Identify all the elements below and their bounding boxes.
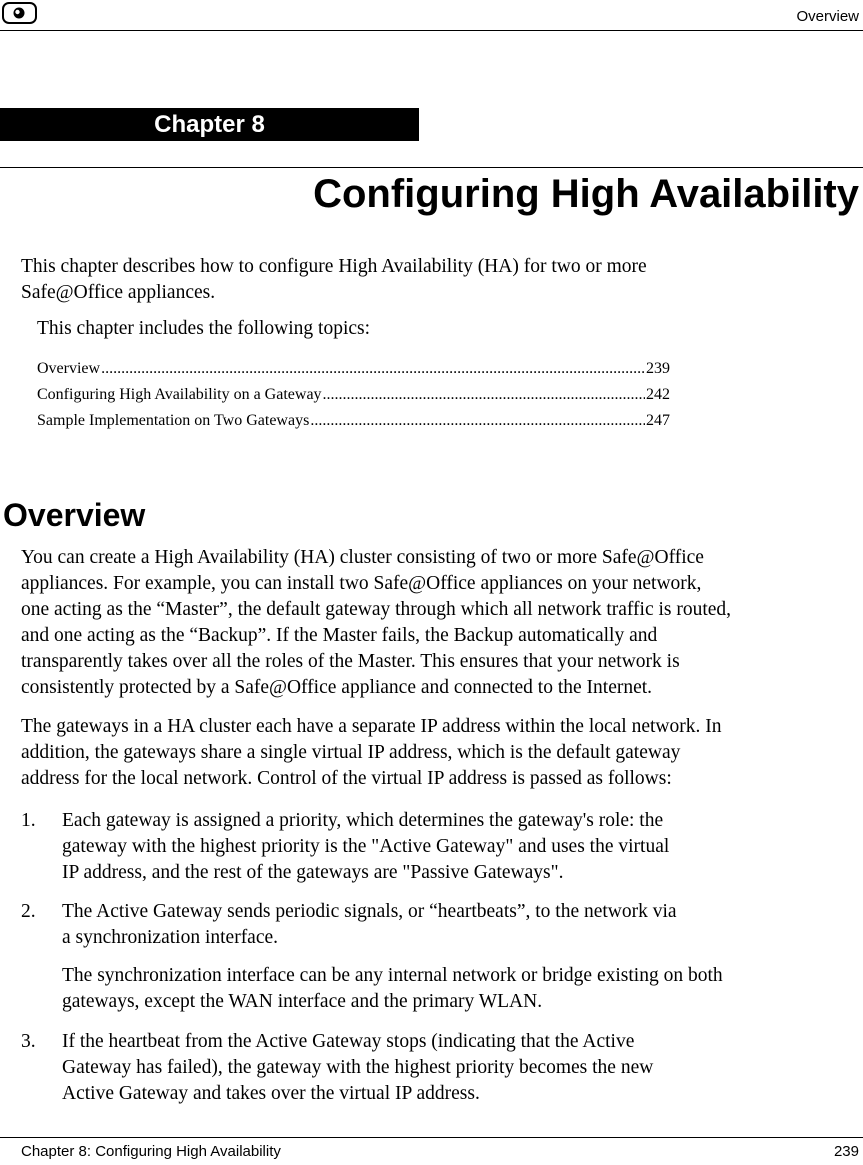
table-of-contents bbox=[37, 356, 670, 434]
page-number: 239 bbox=[833, 1143, 859, 1160]
page-header bbox=[0, 0, 863, 31]
toc-entry-sample-implementation[interactable]: Sample Implementation on Two Gateways ..... 247 bbox=[37, 408, 670, 434]
overview-paragraph-2: The gateways in a HA cluster each have a separate IP address within the local network. In addition, the gateways share a single virtual IP address, which is the default gateway address for the local network. Control of the virtual IP address is passed as follows: bbox=[21, 716, 722, 789]
chapter-title: Configuring High Availability bbox=[313, 172, 859, 216]
footer-chapter-title: Chapter 8: Configuring High Availability bbox=[21, 1143, 281, 1160]
topics-intro: This chapter includes the following topics: bbox=[37, 318, 371, 339]
section-title: Overview bbox=[3, 497, 146, 533]
overview-paragraph-1: You can create a High Availability (HA) cluster consisting of two or more Safe@Office appliances. For example, you can install two Safe@Office appliances on your network, one acting as the “Master”, the default gateway through which all network traffic is routed, and one acting as the “Backup”. If the Master fails, the Backup automatically and transparently takes over all the roles of the Master. This ensures that your network is consistently protected by a Safe@Office appliance and connected to the Internet. bbox=[21, 547, 732, 698]
footer-divider bbox=[0, 1137, 863, 1138]
chapter-divider bbox=[0, 167, 863, 168]
toc-entry-overview[interactable]: Overview ..... 239 bbox=[37, 356, 670, 382]
toc-entry-configuring-ha[interactable]: Configuring High Availability on a Gateway ..... 242 bbox=[37, 382, 670, 408]
header-title: Overview bbox=[796, 8, 859, 25]
intro-paragraph: This chapter describes how to configure High Availability (HA) for two or more Safe@Office appliances. bbox=[21, 256, 647, 303]
circle-logo-icon bbox=[2, 2, 37, 24]
chapter-label: Chapter 8 bbox=[154, 111, 265, 138]
